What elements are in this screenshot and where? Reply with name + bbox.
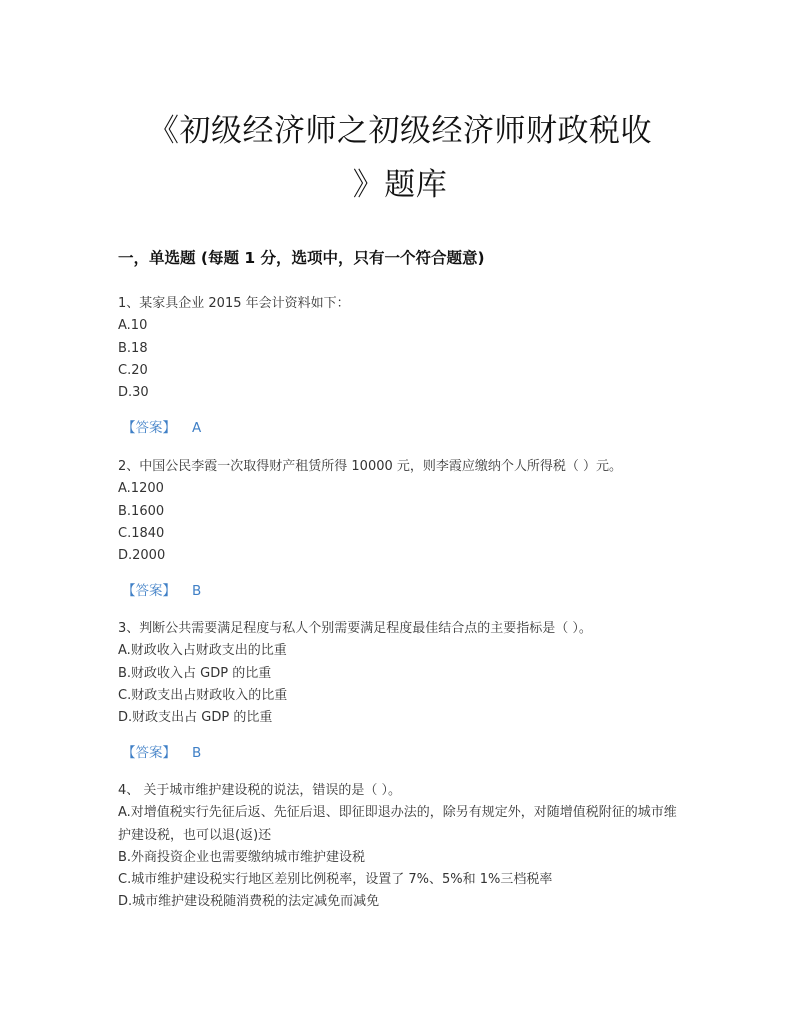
title-line-1: 《初级经济师之初级经济师财政税收	[148, 113, 652, 149]
option-a: A.1200	[118, 481, 164, 497]
option-a: A.财政收入占财政支出的比重	[118, 643, 287, 659]
question-stem: 2、中国公民李霞一次取得财产租赁所得 10000 元，则李霞应缴纳个人所得税（ ）元。	[118, 459, 623, 474]
option-a: A.对增值税实行先征后返、先征后退、即征即退办法的，除另有规定外，对随增值税附征的城市维护建设税，也可以退(返)还	[118, 805, 677, 843]
question-1	[118, 293, 688, 438]
title-line-2: 》题库	[352, 167, 448, 203]
answer-label: 【答案】	[122, 745, 176, 762]
question-3	[118, 618, 688, 763]
question-2	[118, 456, 688, 601]
question-stem: 4、 关于城市维护建设税的说法，错误的是（ ）。	[118, 783, 402, 798]
option-d: D.城市维护建设税随消费税的法定减免而减免	[118, 894, 380, 910]
option-b: B.财政收入占 GDP 的比重	[118, 665, 272, 681]
answer-line	[118, 743, 688, 763]
answer-value: A	[192, 420, 202, 437]
option-c: C.城市维护建设税实行地区差别比例税率，设置了 7%、5%和 1%三档税率	[118, 872, 553, 888]
option-c: C.20	[118, 362, 148, 378]
answer-value: B	[192, 583, 202, 600]
option-a: A.10	[118, 318, 148, 334]
option-b: B.18	[118, 340, 148, 356]
question-stem: 3、判断公共需要满足程度与私人个别需要满足程度最佳结合点的主要指标是（ ）。	[118, 621, 592, 636]
question-stem: 1、某家具企业 2015 年会计资料如下：	[118, 296, 350, 311]
document-title	[100, 104, 700, 212]
option-b: B.1600	[118, 503, 165, 519]
question-4	[118, 780, 688, 914]
section-heading: 一，单选题 (每题 1 分，选项中，只有一个符合题意)	[118, 249, 485, 267]
answer-value: B	[192, 745, 202, 762]
answer-line	[118, 418, 688, 438]
option-c: C.1840	[118, 525, 165, 541]
answer-label: 【答案】	[122, 420, 176, 437]
option-c: C.财政支出占财政收入的比重	[118, 687, 288, 703]
option-d: D.2000	[118, 548, 166, 564]
option-b: B.外商投资企业也需要缴纳城市维护建设税	[118, 849, 366, 865]
option-d: D.财政支出占 GDP 的比重	[118, 710, 273, 726]
option-d: D.30	[118, 385, 149, 401]
answer-line	[118, 581, 688, 601]
answer-label: 【答案】	[122, 583, 176, 600]
